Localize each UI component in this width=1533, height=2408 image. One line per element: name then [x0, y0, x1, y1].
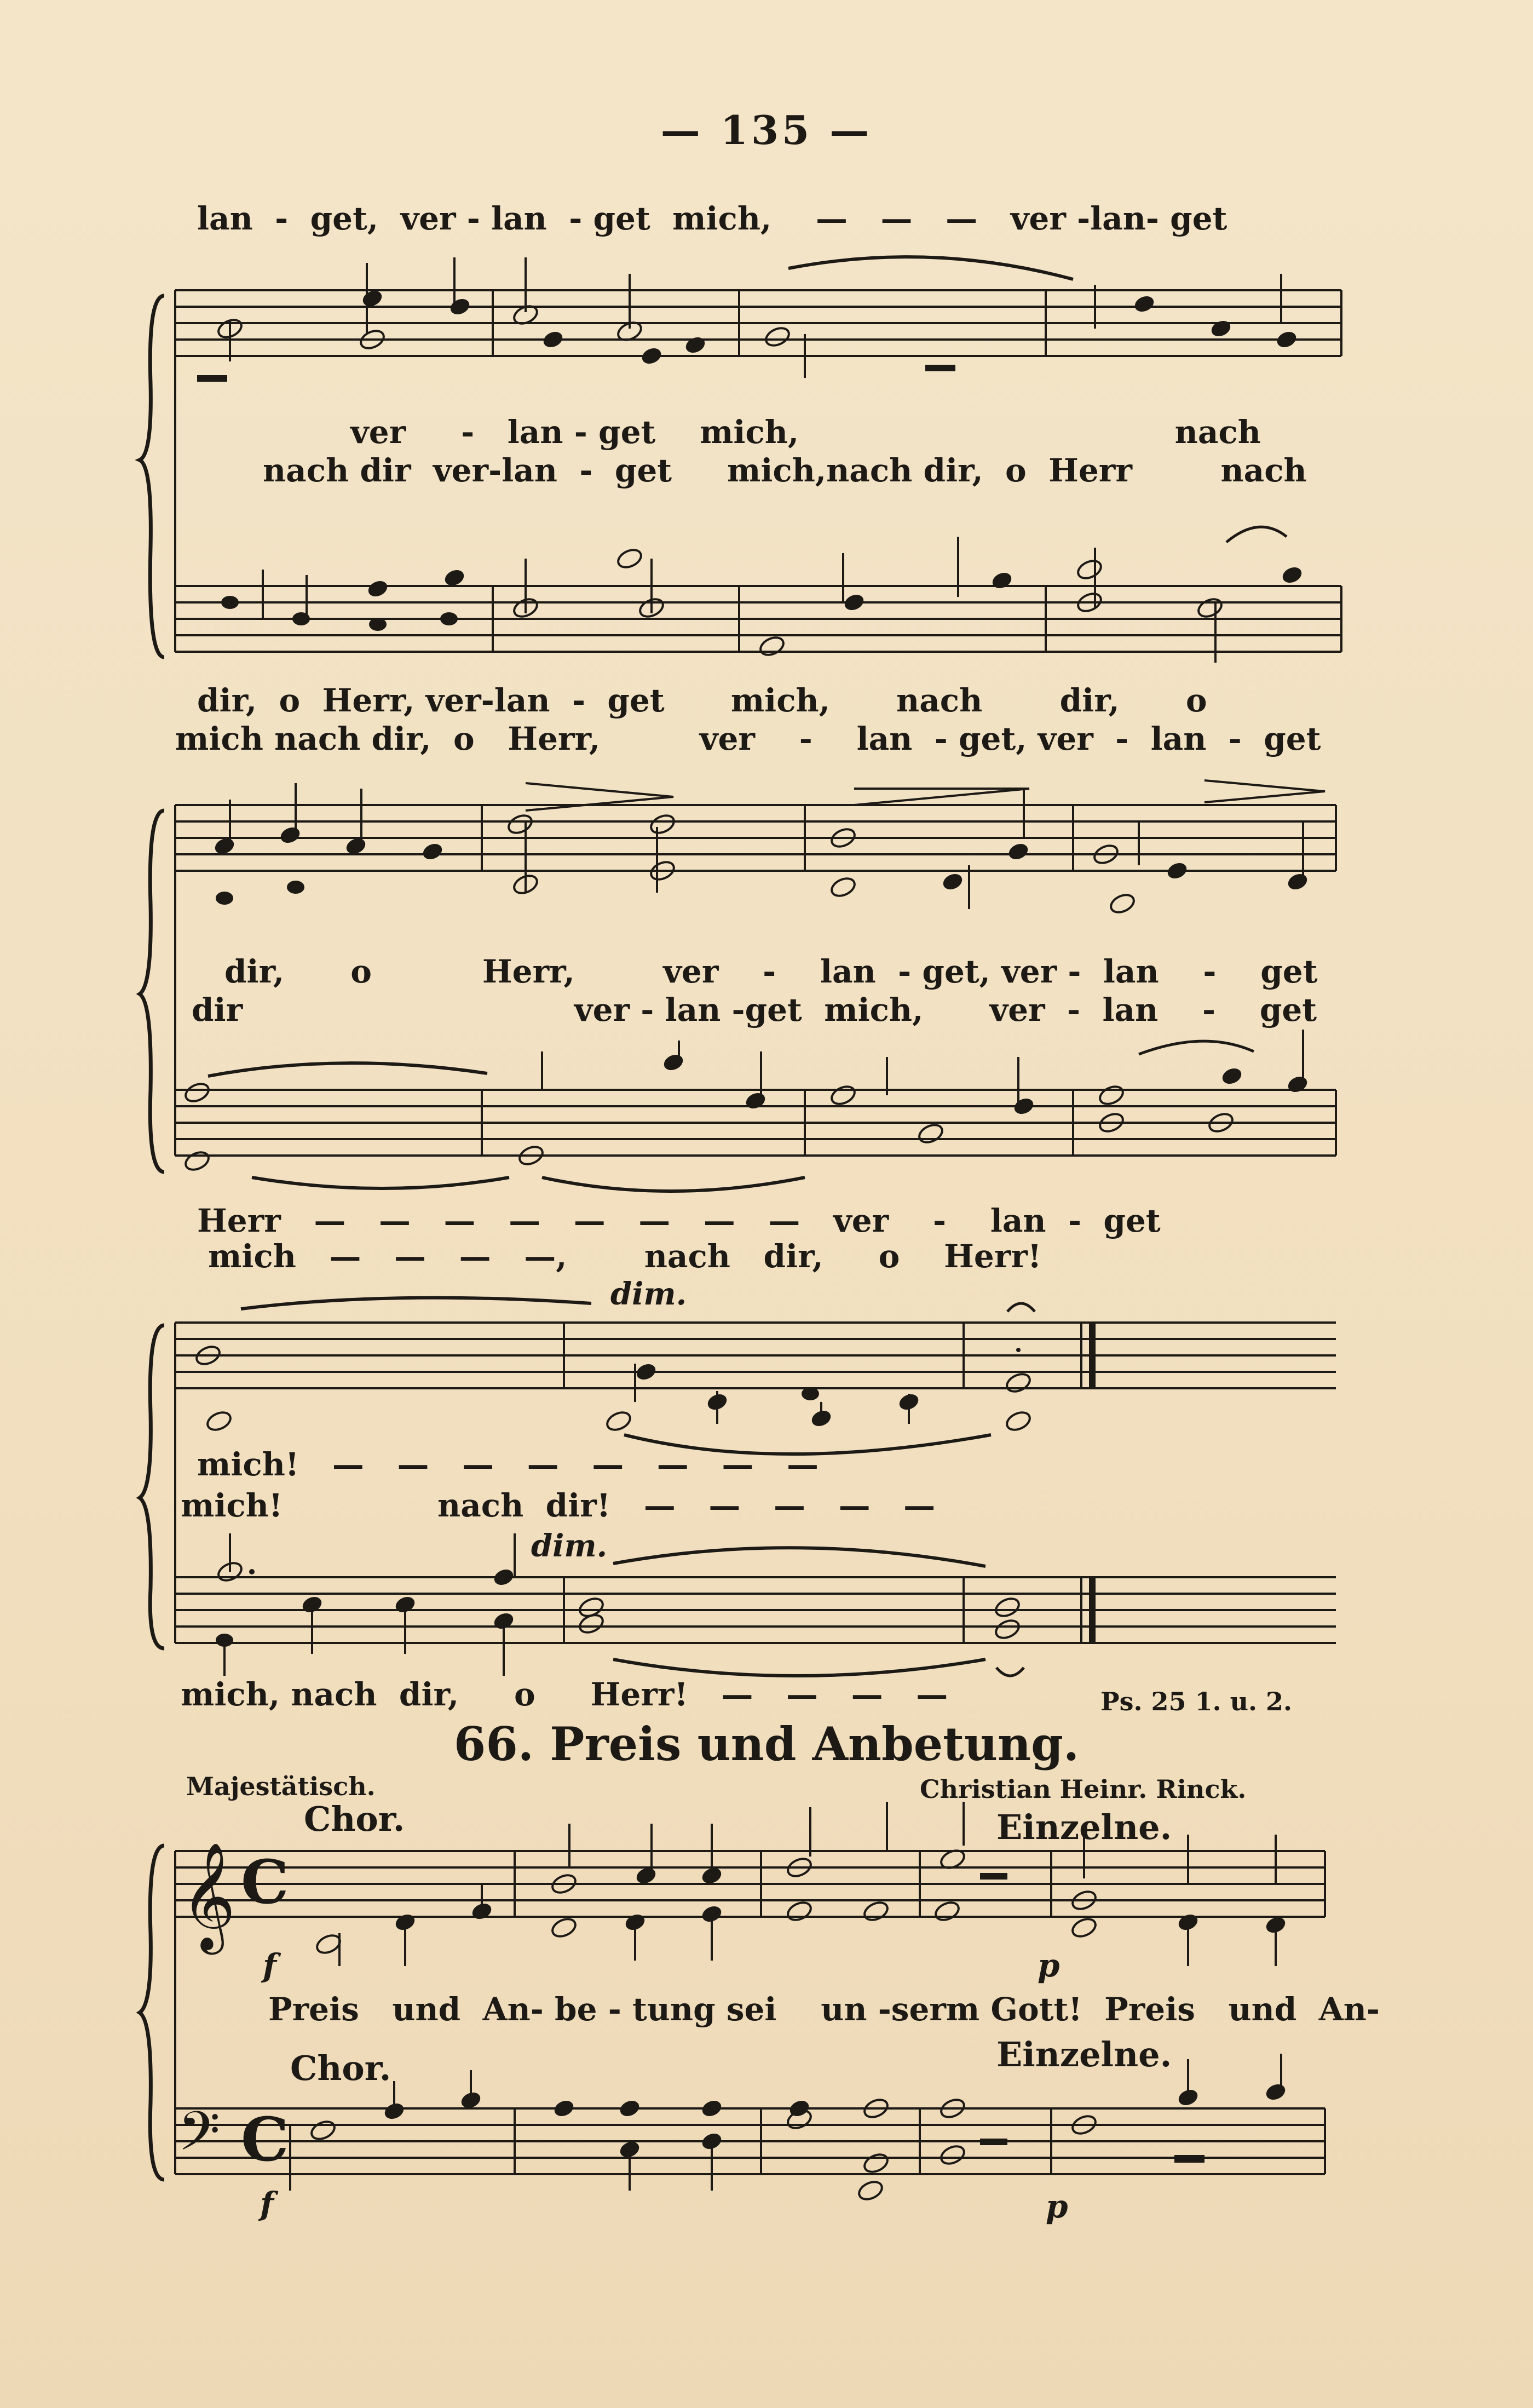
einzelne-label-bottom: Einzelne.: [996, 2035, 1172, 2074]
common-time-top: C: [241, 1847, 289, 1917]
chor-label-bottom: Chor.: [290, 2048, 391, 2088]
system3-bottom-lyric: mich, nach dir, o Herr! — — — —: [181, 1676, 948, 1713]
hymn-title: 66. Preis und Anbetung.: [453, 1717, 1080, 1771]
hymn-lyric: Preis und An- be - tung sei un -serm Gott! Preis und An-: [268, 1991, 1380, 2028]
bass-clef: 𝄢: [178, 2100, 221, 2176]
system1-mid-lyric-2: nach dir ver-lan - get mich,nach dir, o Herr nach: [263, 452, 1307, 489]
system3-mid-lyric-2: mich! nach dir! — — — — —: [181, 1487, 936, 1524]
page-number: — 135 —: [660, 107, 873, 153]
system2-mid-lyric-2: dir ver - lan -get mich, ver - lan - get: [192, 991, 1317, 1028]
dynamic-forte-top: f: [263, 1947, 276, 1984]
system1-bottom-lyric-2: mich nach dir, o Herr, ver - lan - get, ver - lan - get: [175, 720, 1321, 757]
dim-marking-bottom: dim.: [531, 1528, 608, 1564]
dynamic-forte-bottom: f: [260, 2185, 274, 2222]
system2-mid-lyric-1: dir, o Herr, ver - lan - get, ver - lan - get: [224, 953, 1318, 990]
common-time-bottom: C: [241, 2104, 289, 2175]
composer: Christian Heinr. Rinck.: [920, 1774, 1247, 1804]
system2-bottom-lyric-2: mich — — — —, nach dir, o Herr!: [208, 1238, 1042, 1275]
dim-marking-top: dim.: [610, 1276, 687, 1312]
dynamic-piano-bottom: p: [1046, 2188, 1068, 2225]
chor-label-top: Chor.: [304, 1799, 405, 1839]
treble-clef: 𝄞: [181, 1842, 236, 1950]
system3-mid-lyric-1: mich! — — — — — — — —: [197, 1446, 819, 1483]
system1-mid-lyric-1: ver - lan - get mich, nach: [350, 413, 1261, 451]
dynamic-piano-top: p: [1038, 1947, 1060, 1984]
system2-bottom-lyric-1: Herr — — — — — — — — ver - lan - get: [197, 1202, 1161, 1239]
system1-top-lyric: lan - get, ver - lan - get mich, — — — ver -lan- get: [197, 200, 1227, 237]
tempo-marking: Majestätisch.: [186, 1772, 376, 1801]
einzelne-label-top: Einzelne.: [996, 1807, 1172, 1847]
system1-bottom-lyric-1: dir, o Herr, ver-lan - get mich, nach dir, o: [197, 682, 1207, 719]
psalm-reference: Ps. 25 1. u. 2.: [1100, 1687, 1293, 1716]
